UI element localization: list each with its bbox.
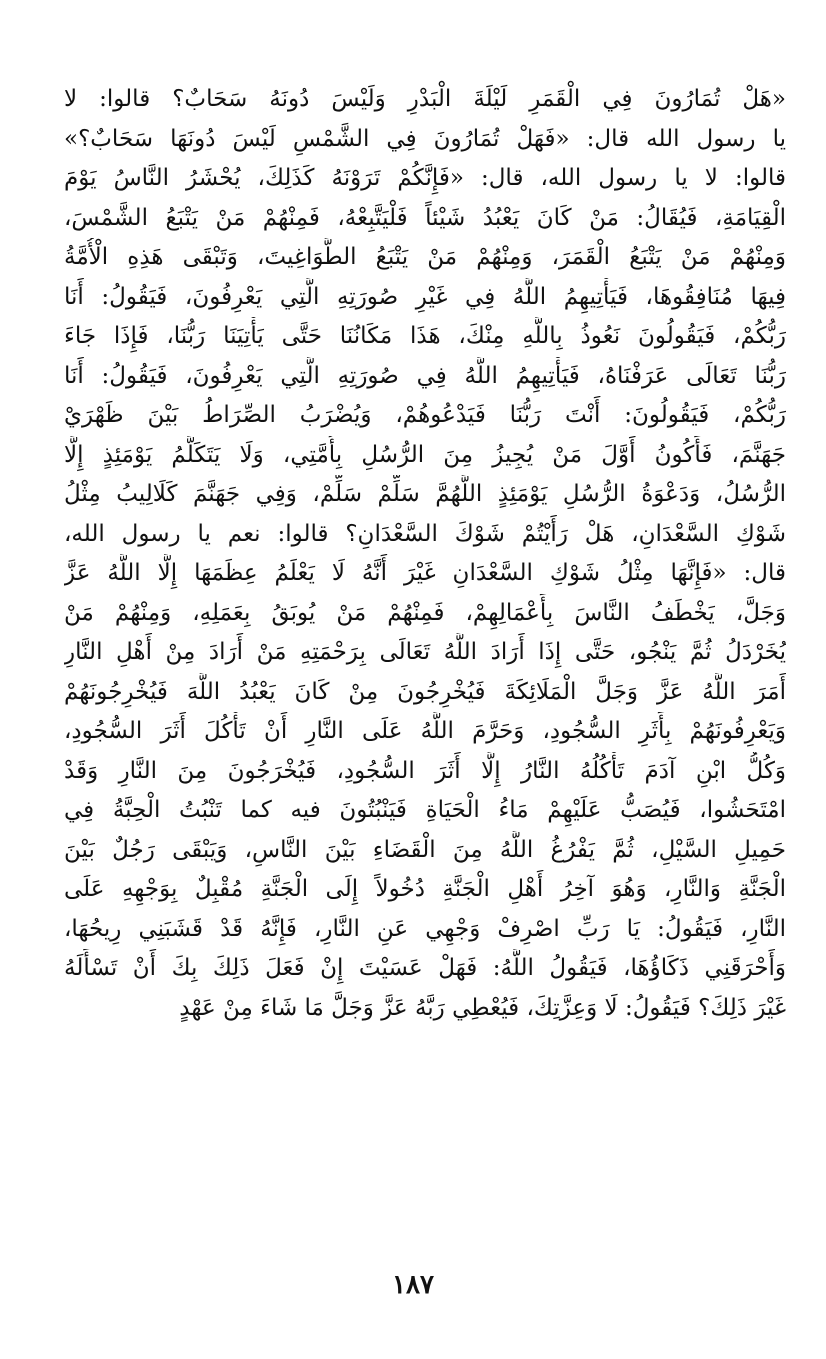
body-text: [64, 80, 786, 1028]
text-line: النَّارِ، فَيَقُولُ: يَا رَبِّ اصْرِفْ وَجْهِي عَنِ النَّارِ، فَإِنَّهُ قَدْ قَشَبَنِي رِيحُهَا،: [64, 915, 786, 942]
text-line: رَبُّكُمْ، فَيَقُولُونَ نَعُوذُ بِاللَّهِ مِنْكَ، هَذَا مَكَانُنَا حَتَّى يَأْتِيَنَا رَبُّنَا، فَإِذَا جَاءَ: [64, 323, 786, 349]
text-line: الْجَنَّةِ وَالنَّارِ، وَهُوَ آخِرُ أَهْلِ الْجَنَّةِ دُخُولاً إِلَى الْجَنَّةِ مُقْبِلٌ بِوَجْهِهِ عَلَى: [64, 876, 786, 902]
text-line: قال: «فَإِنَّهَا مِثْلُ شَوْكِ السَّعْدَانِ غَيْرَ أَنَّهُ لَا يَعْلَمُ عِظَمَهَا إِلَّا اللَّهُ عَزَّ: [64, 560, 786, 586]
text-line: وَيَعْرِفُونَهُمْ بِأَثَرِ السُّجُودِ، وَحَرَّمَ اللَّهُ عَلَى النَّارِ أَنْ تَأْكُلَ أَثَرَ السُّجُودِ،: [64, 718, 786, 744]
text-line: يا رسول الله قال: «فَهَلْ تُمَارُونَ فِي الشَّمْسِ لَيْسَ دُونَهَا سَحَابٌ؟»: [64, 125, 786, 152]
text-line: فِيهَا مُنَافِقُوهَا، فَيَأْتِيهِمُ اللَّهُ فِي غَيْرِ صُورَتِهِ الَّتِي يَعْرِفُونَ، فَيَقُولُ: أَنَا: [64, 283, 786, 310]
text-line: جَهَنَّمَ، فَأَكُونُ أَوَّلَ مَنْ يُجِيزُ مِنَ الرُّسُلِ بِأُمَّتِي، وَلَا يَتَكَلَّمُ يَوْمَئِذٍ إِلَّا: [64, 441, 786, 468]
text-line: قالوا: لا يا رسول الله، قال: «فَإِنَّكُمْ تَرَوْنَهُ كَذَلِكَ، يُحْشَرُ النَّاسُ يَوْمَ: [64, 165, 786, 191]
text-line: وَأَحْرَقَنِي ذَكَاؤُهَا، فَيَقُولُ اللَّهُ: فَهَلْ عَسَيْتَ إِنْ فَعَلَ ذَلِكَ بِكَ أَنْ تَسْأَلَهُ: [64, 955, 786, 981]
text-line: امْتَحَشُوا، فَيُصَبُّ عَلَيْهِمْ مَاءُ الْحَيَاةِ فَيَنْبُتُونَ فيه كما تَنْبُتُ الْحِبَّةُ فِي: [64, 797, 786, 823]
text-line: وَجَلَّ، يَخْطَفُ النَّاسَ بِأَعْمَالِهِمْ، فَمِنْهُمْ مَنْ يُوبَقُ بِعَمَلِهِ، وَمِنْهُمْ مَنْ: [64, 599, 786, 626]
text-line: شَوْكِ السَّعْدَانِ، هَلْ رَأَيْتُمْ شَوْكَ السَّعْدَانِ؟ قالوا: نعم يا رسول الله،: [64, 520, 786, 547]
text-line: رَبُّنَا تَعَالَى عَرَفْنَاهُ، فَيَأْتِيهِمُ اللَّهُ فِي صُورَتِهِ الَّتِي يَعْرِفُونَ، فَيَقُولُ: أَنَا: [64, 362, 786, 389]
page-number: ١٨٧: [392, 1270, 434, 1300]
text-line: غَيْرَ ذَلِكَ؟ فَيَقُولُ: لَا وَعِزَّتِكَ، فَيُعْطِي رَبَّهُ عَزَّ وَجَلَّ مَا شَاءَ مِنْ عَهْدٍ: [179, 994, 786, 1021]
text-line: الرُّسُلُ، وَدَعْوَةُ الرُّسُلِ يَوْمَئِذٍ اللَّهُمَّ سَلِّمْ سَلِّمْ، وَفِي جَهَنَّمَ كَلَالِيبُ مِثْلُ: [64, 481, 786, 507]
text-line: رَبُّكُمْ، فَيَقُولُونَ: أَنْتَ رَبُّنَا فَيَدْعُوهُمْ، وَيُضْرَبُ الصِّرَاطُ بَيْنَ ظَهْرَيْ: [64, 402, 786, 428]
text-line: وَكُلُّ ابْنِ آدَمَ تَأْكُلُهُ النَّارُ إِلَّا أَثَرَ السُّجُودِ، فَيُخْرَجُونَ مِنَ النَّارِ وَقَدْ: [64, 757, 786, 784]
text-line: يُخَرْدَلُ ثُمَّ يَنْجُو، حَتَّى إِذَا أَرَادَ اللَّهُ تَعَالَى بِرَحْمَتِهِ مَنْ أَرَادَ مِنْ أَهْلِ النَّارِ: [64, 639, 786, 665]
text-line: الْقِيَامَةِ، فَيُقَالُ: مَنْ كَانَ يَعْبُدُ شَيْئاً فَلْيَتَّبِعْهُ، فَمِنْهُمْ مَنْ يَتْبَعُ الشَّمْسَ،: [64, 204, 786, 231]
text-line: «هَلْ تُمَارُونَ فِي الْقَمَرِ لَيْلَةَ الْبَدْرِ وَلَيْسَ دُونَهُ سَحَابٌ؟ قالوا: لا: [64, 86, 786, 112]
text-line: أَمَرَ اللَّهُ عَزَّ وَجَلَّ الْمَلَائِكَةَ فَيُخْرِجُونَ مِنْ كَانَ يَعْبُدُ اللَّهَ فَيُخْرِجُونَهُمْ: [64, 678, 786, 705]
text-line: وَمِنْهُمْ مَنْ يَتْبَعُ الْقَمَرَ، وَمِنْهُمْ مَنْ يَتْبَعُ الطَّوَاغِيتَ، وَتَبْقَى هَذِهِ الْأُمَّةُ: [64, 244, 786, 270]
text-line: حَمِيلِ السَّيْلِ، ثُمَّ يَفْرُغُ اللَّهُ مِنَ الْقَضَاءِ بَيْنَ النَّاسِ، وَيَبْقَى رَجُلٌ بَيْنَ: [64, 836, 786, 863]
